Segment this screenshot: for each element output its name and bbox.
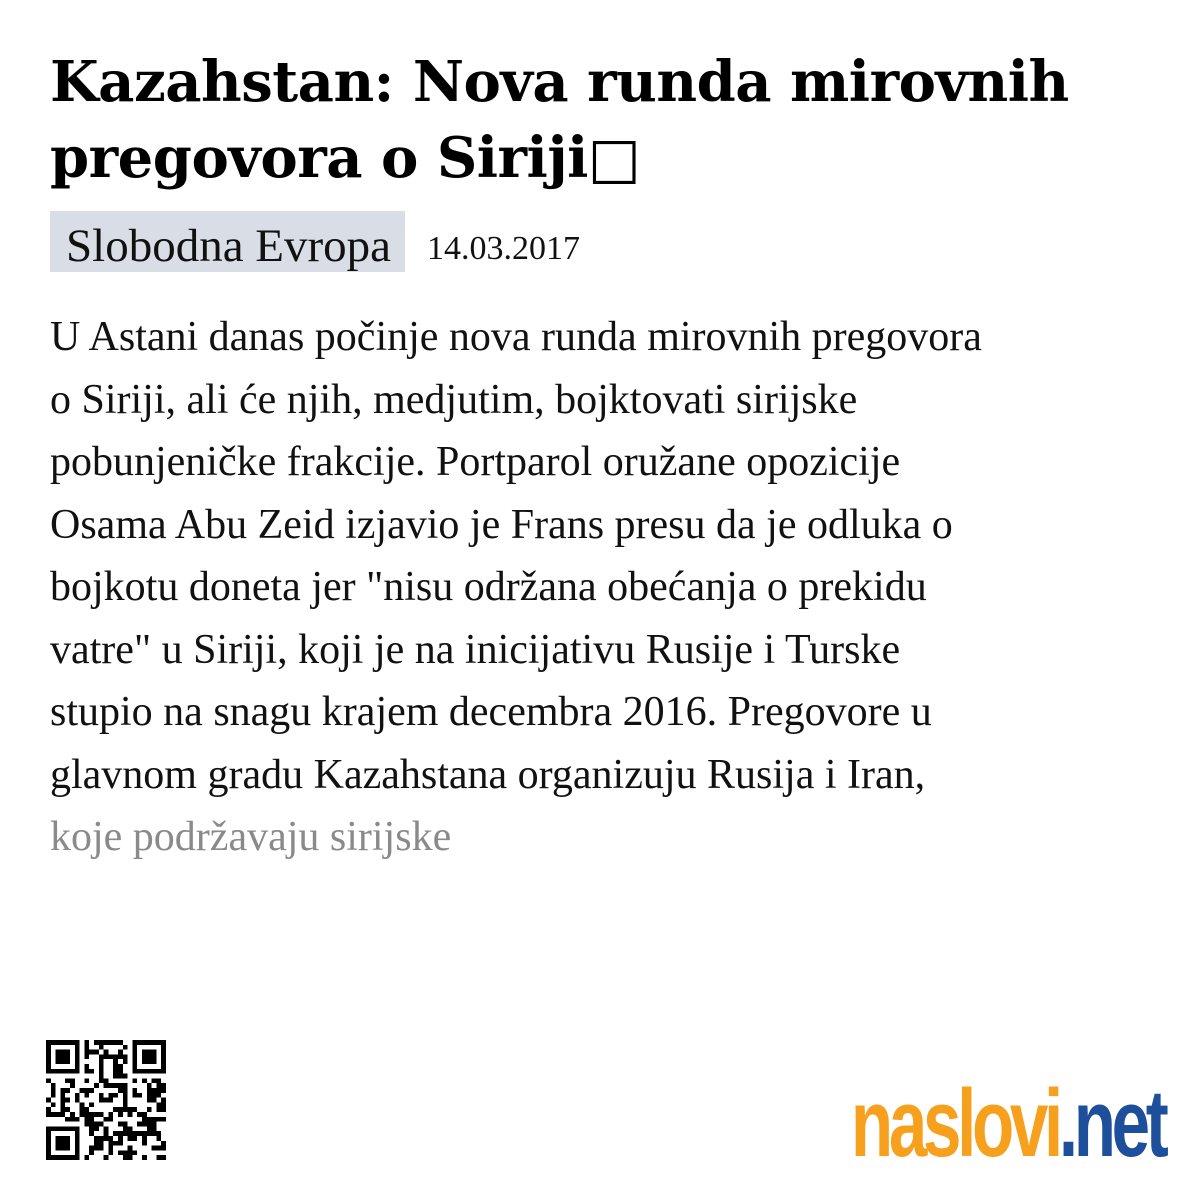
body-line: U Astani danas počinje nova runda mirovnih pregovora (50, 314, 982, 360)
body-line: stupio na snagu krajem decembra 2016. Pregovore u (50, 689, 932, 735)
body-line: vatre" u Siriji, koji je na inicijativu Rusije i Turske (50, 626, 901, 673)
logo-text-net: .net (1058, 1070, 1164, 1177)
publish-date: 14.03.2017 (427, 230, 581, 267)
body-line: Osama Abu Zeid izjavio je Frans presu da je odluka o (50, 501, 953, 548)
article-body (50, 306, 1170, 869)
body-line: glavnom gradu Kazahstana organizuju Rusija i Iran, (50, 751, 926, 798)
source-badge[interactable]: Slobodna Evropa (50, 211, 405, 272)
body-faded-line: koje podržavaju sirijske (50, 814, 452, 860)
article-headline: Kazahstan: Nova runda mirovnih pregovora o Siriji□ (50, 49, 1069, 191)
naslovi-logo[interactable] (850, 1062, 1164, 1177)
body-line: o Siriji, ali će njih, medjutim, bojktovati sirijske (50, 376, 858, 423)
article-meta (50, 211, 580, 272)
body-line: pobunjeničke frakcije. Portparol oružane opozicije (50, 439, 901, 485)
logo-text-naslovi: naslovi (850, 1070, 1059, 1177)
qr-code-icon[interactable] (46, 1040, 166, 1160)
body-line: bojkotu doneta jer "nisu održana obećanja o prekidu (50, 564, 927, 610)
